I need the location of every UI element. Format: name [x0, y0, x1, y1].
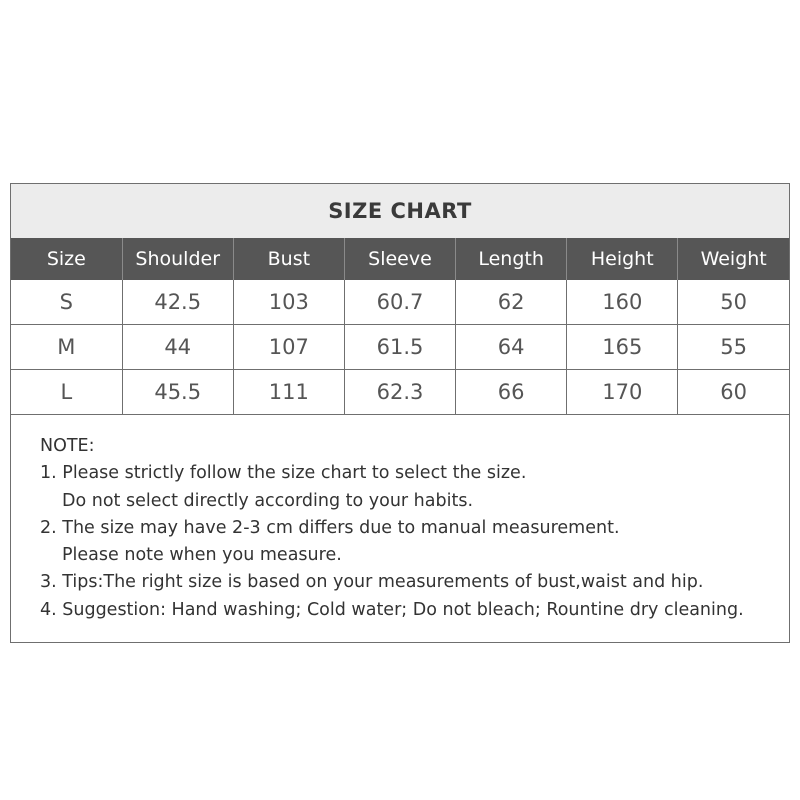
cell-length: 64 — [456, 325, 567, 370]
note-line: 1. Please strictly follow the size chart to select the size. — [40, 463, 527, 484]
cell-sleeve: 61.5 — [344, 325, 455, 370]
cell-bust: 111 — [233, 370, 344, 415]
column-header-size: Size — [11, 238, 122, 280]
column-header-shoulder: Shoulder — [122, 238, 233, 280]
cell-size: M — [11, 325, 122, 370]
table-row-l — [11, 370, 789, 415]
cell-height: 160 — [567, 280, 678, 325]
cell-shoulder: 44 — [122, 325, 233, 370]
cell-weight: 50 — [678, 280, 789, 325]
cell-height: 165 — [567, 325, 678, 370]
note-line: Please note when you measure. — [62, 545, 342, 566]
table-header-row — [11, 238, 789, 280]
note-line: Do not select directly according to your habits. — [62, 490, 474, 511]
cell-length: 62 — [456, 280, 567, 325]
size-chart — [10, 183, 790, 643]
cell-sleeve: 62.3 — [344, 370, 455, 415]
column-header-height: Height — [567, 238, 678, 280]
table-row-s — [11, 280, 789, 325]
size-table — [11, 238, 789, 415]
column-header-weight: Weight — [678, 238, 789, 280]
column-header-length: Length — [456, 238, 567, 280]
chart-title: SIZE CHART — [11, 184, 789, 238]
column-header-bust: Bust — [233, 238, 344, 280]
cell-shoulder: 45.5 — [122, 370, 233, 415]
cell-height: 170 — [567, 370, 678, 415]
note-line: 3. Tips:The right size is based on your measurements of bust,waist and hip. — [40, 572, 704, 593]
cell-bust: 107 — [233, 325, 344, 370]
cell-size: L — [11, 370, 122, 415]
column-header-sleeve: Sleeve — [344, 238, 455, 280]
cell-bust: 103 — [233, 280, 344, 325]
cell-size: S — [11, 280, 122, 325]
notes-heading: NOTE: — [40, 436, 95, 456]
note-line: 2. The size may have 2-3 cm differs due to manual measurement. — [40, 517, 620, 538]
cell-weight: 60 — [678, 370, 789, 415]
cell-length: 66 — [456, 370, 567, 415]
cell-sleeve: 60.7 — [344, 280, 455, 325]
cell-weight: 55 — [678, 325, 789, 370]
cell-shoulder: 42.5 — [122, 280, 233, 325]
notes-section — [11, 415, 789, 624]
note-line: 4. Suggestion: Hand washing; Cold water; Do not bleach; Rountine dry cleaning. — [40, 599, 744, 620]
table-row-m — [11, 325, 789, 370]
